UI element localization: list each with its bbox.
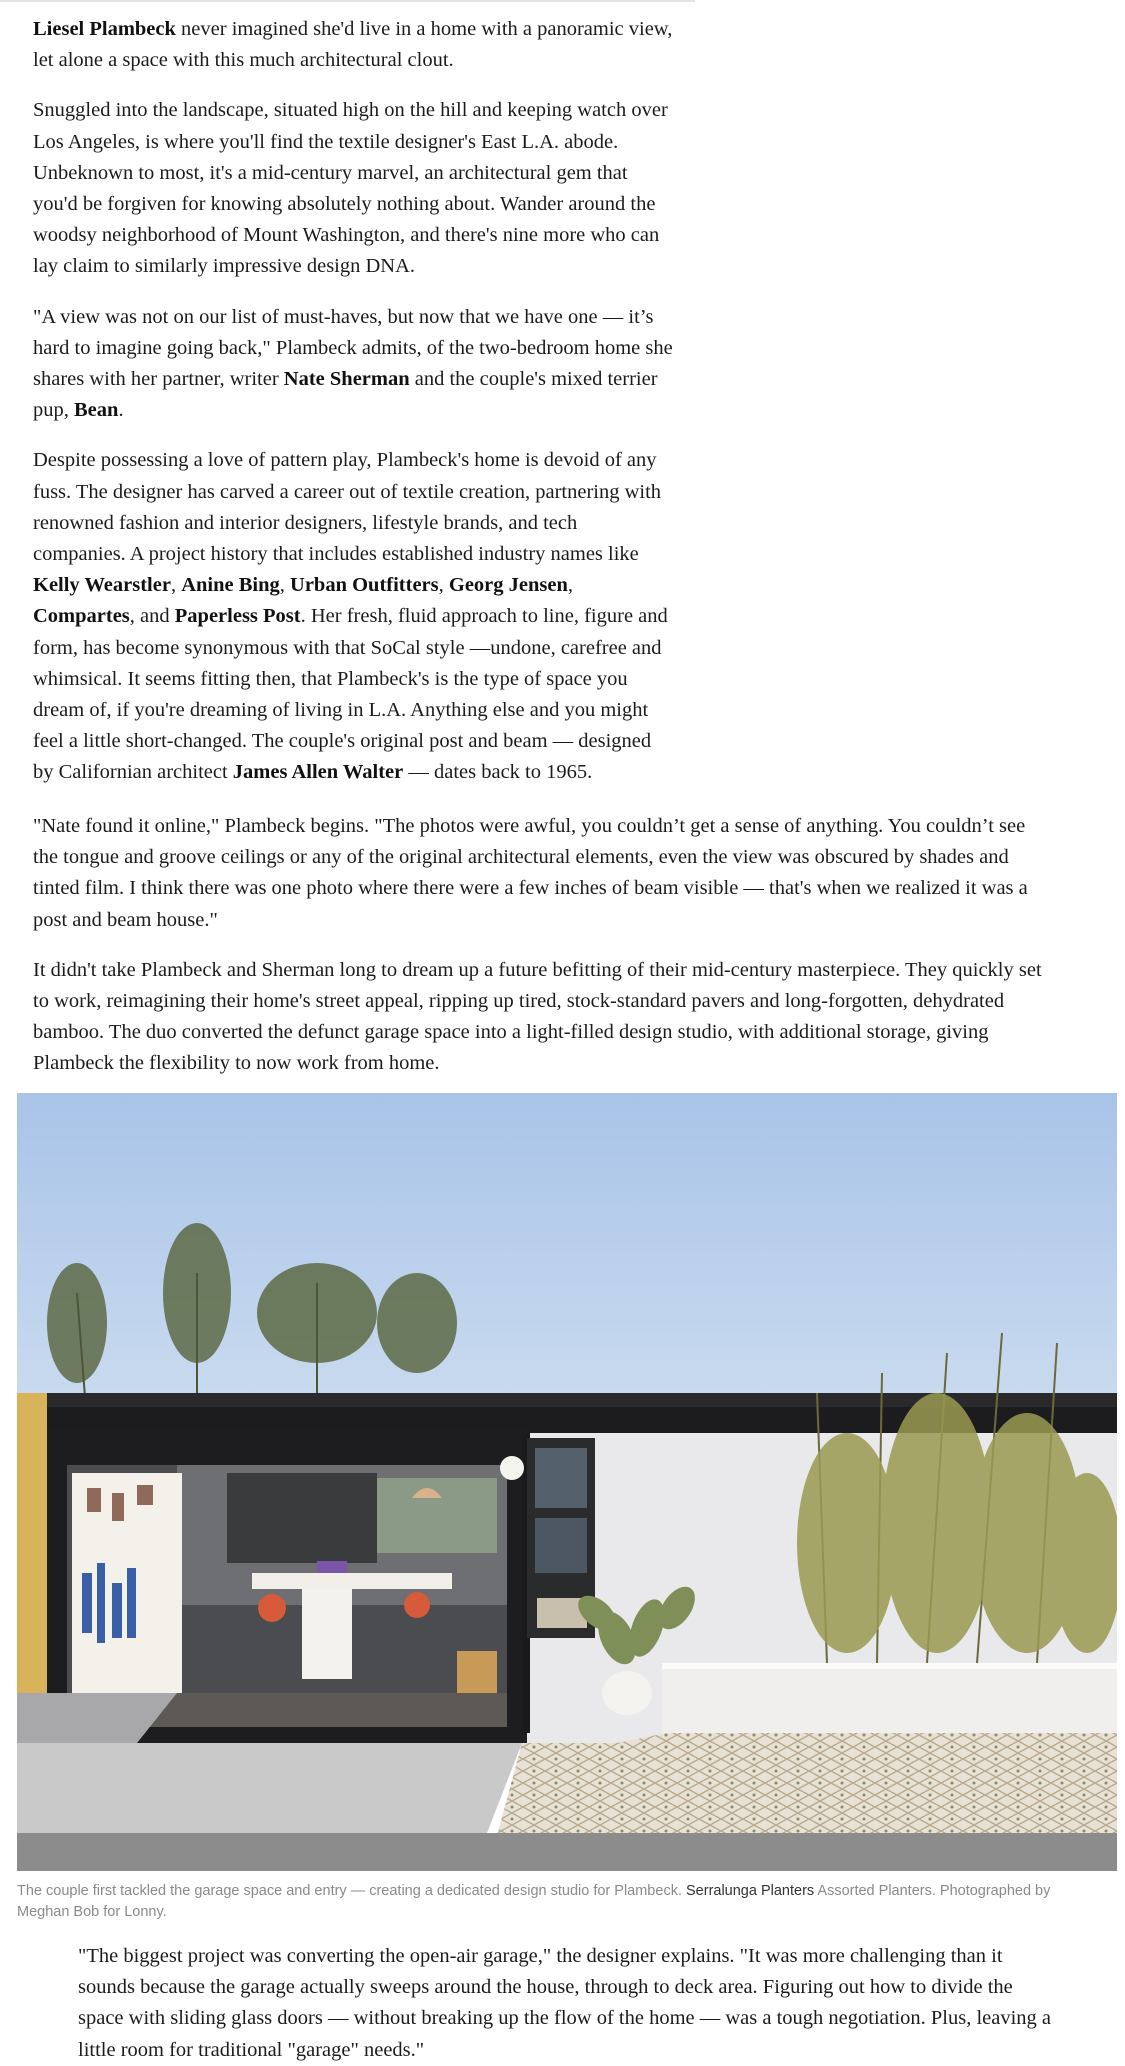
quote-block bbox=[78, 1941, 1053, 2066]
separator: , bbox=[567, 574, 573, 597]
top-divider bbox=[0, 0, 695, 2]
separator: , and bbox=[129, 605, 175, 628]
brand-name: Kelly Wearstler bbox=[33, 574, 171, 597]
separator: , bbox=[438, 574, 449, 597]
paragraph-career bbox=[33, 445, 673, 788]
designer-name: Liesel Plambeck bbox=[33, 18, 176, 40]
paragraph-text: "A view was not on our list of must-haves, but now that we have one — it’s hard to imagine going back," Plambeck admits, of the two-bedroom home she shares with her partner, writer bbox=[33, 305, 673, 391]
paragraph-text: . Her fresh, fluid approach to line, figure and form, has become synonymous with that SoCal style —undone, carefree and whimsical. It seems fitting then, that Plambeck's is the type of space you dream of, if you're dreaming of living in L.A. Anything else and you might feel a little short-changed. The couple's original post and beam — designed by Californian architect bbox=[33, 605, 668, 784]
separator: , bbox=[279, 574, 291, 597]
brand-name: Compartes bbox=[33, 605, 130, 628]
separator: , bbox=[170, 574, 182, 597]
garage-studio-photo bbox=[17, 1093, 1117, 1871]
paragraph-text: . bbox=[118, 399, 124, 422]
architect-name: James Allen Walter bbox=[232, 761, 404, 784]
caption-link[interactable]: Serralunga Planters bbox=[686, 1883, 815, 1899]
paragraph-renovation: It didn't take Plambeck and Sherman long to dream up a future befitting of their mid-century masterpiece. They quickly set to work, reimagining their home's street appeal, ripping up tired, stock-standard pavers and long-forgotten, dehydrated bamboo. The duo converted the defunct garage space into a light-filled design studio, with additional storage, giving Plambeck the flexibility to now work from home. bbox=[33, 958, 1042, 1075]
brand-name: Paperless Post bbox=[174, 605, 301, 628]
brand-name: Anine Bing bbox=[181, 574, 280, 597]
caption-text: Assorted Planters. Photographed by Meghan Bob for Lonny. bbox=[17, 1883, 1051, 1920]
caption-text: The couple first tackled the garage space and entry — creating a dedicated design studio for Plambeck. bbox=[17, 1883, 686, 1899]
paragraph-text: Despite possessing a love of pattern play, Plambeck's home is devoid of any fuss. The designer has carved a career out of textile creation, partnering with renowned fashion and interior designers, lifestyle brands, and tech companies. A project history that includes established industry names like bbox=[33, 449, 662, 566]
brand-name: Urban Outfitters bbox=[290, 574, 439, 597]
article-wide-column bbox=[33, 811, 1043, 1080]
paragraph-garage-quote: "The biggest project was converting the open-air garage," the designer explains. "It was more challenging than it sounds because the garage actually sweeps around the house, through to deck area. Figuring out how to divide the space with sliding glass doors — without breaking up the flow of the home — was a tough negotiation. Plus, leaving a little room for traditional "garage" needs." bbox=[78, 1945, 1052, 2061]
partner-name: Nate Sherman bbox=[283, 368, 410, 391]
paragraph-found-online: "Nate found it online," Plambeck begins. "The photos were awful, you couldn’t get a sense of anything. You couldn’t see the tongue and groove ceilings or any of the original architectural elements, even the view was obscured by shades and tinted film. I think there was one photo where there were a few inches of beam visible — that's when we realized it was a post and beam house." bbox=[33, 815, 1028, 931]
paragraph-text: and the couple's mixed terrier pup, bbox=[33, 368, 658, 422]
paragraph-view bbox=[33, 302, 673, 427]
article-column bbox=[33, 14, 673, 789]
paragraph-text: — dates back to 1965. bbox=[403, 761, 593, 784]
brand-name: Georg Jensen bbox=[448, 574, 568, 597]
paragraph-text: never imagined she'd live in a home with a panoramic view, let alone a space with this much architectural clout. bbox=[33, 18, 673, 72]
paragraph-landscape: Snuggled into the landscape, situated high on the hill and keeping watch over Los Angeles, is where you'll find the textile designer's East L.A. abode. Unbeknown to most, it's a mid-century marvel, an architectural gem that you'd be forgiven for knowing absolutely nothing about. Wander around the woodsy neighborhood of Mount Washington, and there's nine more who can lay claim to similarly impressive design DNA. bbox=[33, 99, 668, 278]
pup-name: Bean bbox=[74, 399, 119, 422]
photo-caption bbox=[17, 1881, 1067, 1923]
paragraph-intro bbox=[33, 14, 673, 76]
